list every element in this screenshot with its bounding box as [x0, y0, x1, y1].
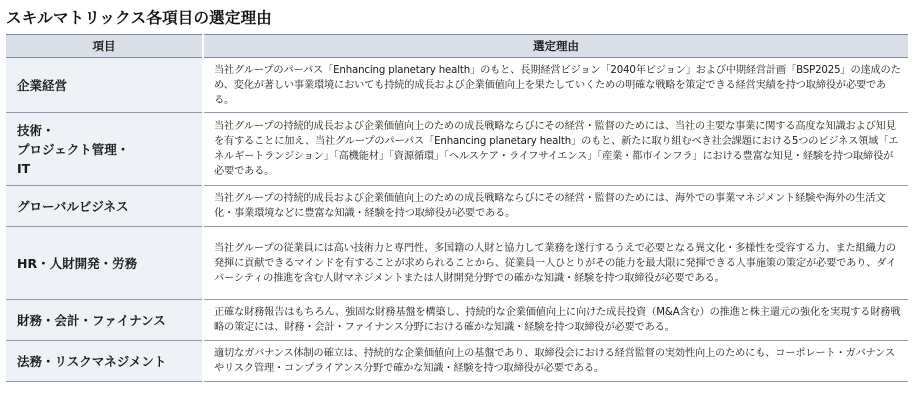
item-cell: 法務・リスクマネジメント [6, 341, 203, 382]
reason-cell: 当社グループの持続的成長および企業価値向上のための成長戦略ならびにその経営・監督のためには、海外での事業マネジメント経験や海外の生活文化・事業環境などに豊富な知識・経験を持つ取締役が必要である。 [203, 186, 908, 227]
reason-cell: 正確な財務報告はもちろん、強固な財務基盤を構築し、持続的な企業価値向上に向けた成長投資（M&A含む）の推進と株主還元の強化を実現する財務戦略の策定には、財務・会計・ファイナンス分野における確かな知識・経験を持つ取締役が必要である。 [203, 300, 908, 341]
table-row [6, 113, 908, 186]
item-cell: グローバルビジネス [6, 186, 203, 227]
reason-cell: 当社グループの従業員には高い技術力と専門性、多国籍の人財と協力して業務を遂行するうえで必要となる異文化・多様性を受容する力、また組織力の発揮に貢献できるマインドを有することが求められることから、従業員一人ひとりがその能力を最大限に発揮できる人事施策の策定が必要であり、ダイバーシティの推進を含む人財マネジメントまたは人財開発分野での確かな知識・経験を持つ取締役が必要である。 [203, 227, 908, 300]
table-row [6, 341, 908, 382]
item-cell: 財務・会計・ファイナンス [6, 300, 203, 341]
header-item: 項目 [6, 35, 203, 58]
reason-cell: 当社グループのパーパス「Enhancing planetary health」のもと、長期経営ビジョン「2040年ビジョン」および中期経営計画「BSP2025」の達成のため、変化が著しい事業環境においても持続的成長および企業価値向上を果たしていくための明確な戦略を策定できる経営実績を持つ取締役が必要である。 [203, 58, 908, 113]
skill-matrix-table [6, 34, 908, 382]
item-cell: 技術・ プロジェクト管理・ IT [6, 113, 203, 186]
table-row [6, 300, 908, 341]
reason-cell: 適切なガバナンス体制の確立は、持続的な企業価値向上の基盤であり、取締役会における経営監督の実効性向上のためにも、コーポレート・ガバナンスやリスク管理・コンプライアンス分野で確かな知識・経験を持つ取締役が必要である。 [203, 341, 908, 382]
table-row [6, 186, 908, 227]
item-cell: 企業経営 [6, 58, 203, 113]
header-reason: 選定理由 [203, 35, 908, 58]
item-cell: HR・人財開発・労務 [6, 227, 203, 300]
reason-cell: 当社グループの持続的成長および企業価値向上のための成長戦略ならびにその経営・監督のためには、当社の主要な事業に関する高度な知識および知見を有することに加え、当社グループのパーパス「Enhancing planetary health」のもと、新たに取り組むべき社会課題における5つのビジネス領域「エネルギートランジション」「高機能材」「資源循環」「ヘルスケア・ライフサイエンス」「産業・都市インフラ」における豊富な知見・経験を持つ取締役が必要である。 [203, 113, 908, 186]
table-header-row [6, 35, 908, 58]
table-row [6, 58, 908, 113]
page-title: スキルマトリックス各項目の選定理由 [6, 9, 272, 27]
table-row [6, 227, 908, 300]
